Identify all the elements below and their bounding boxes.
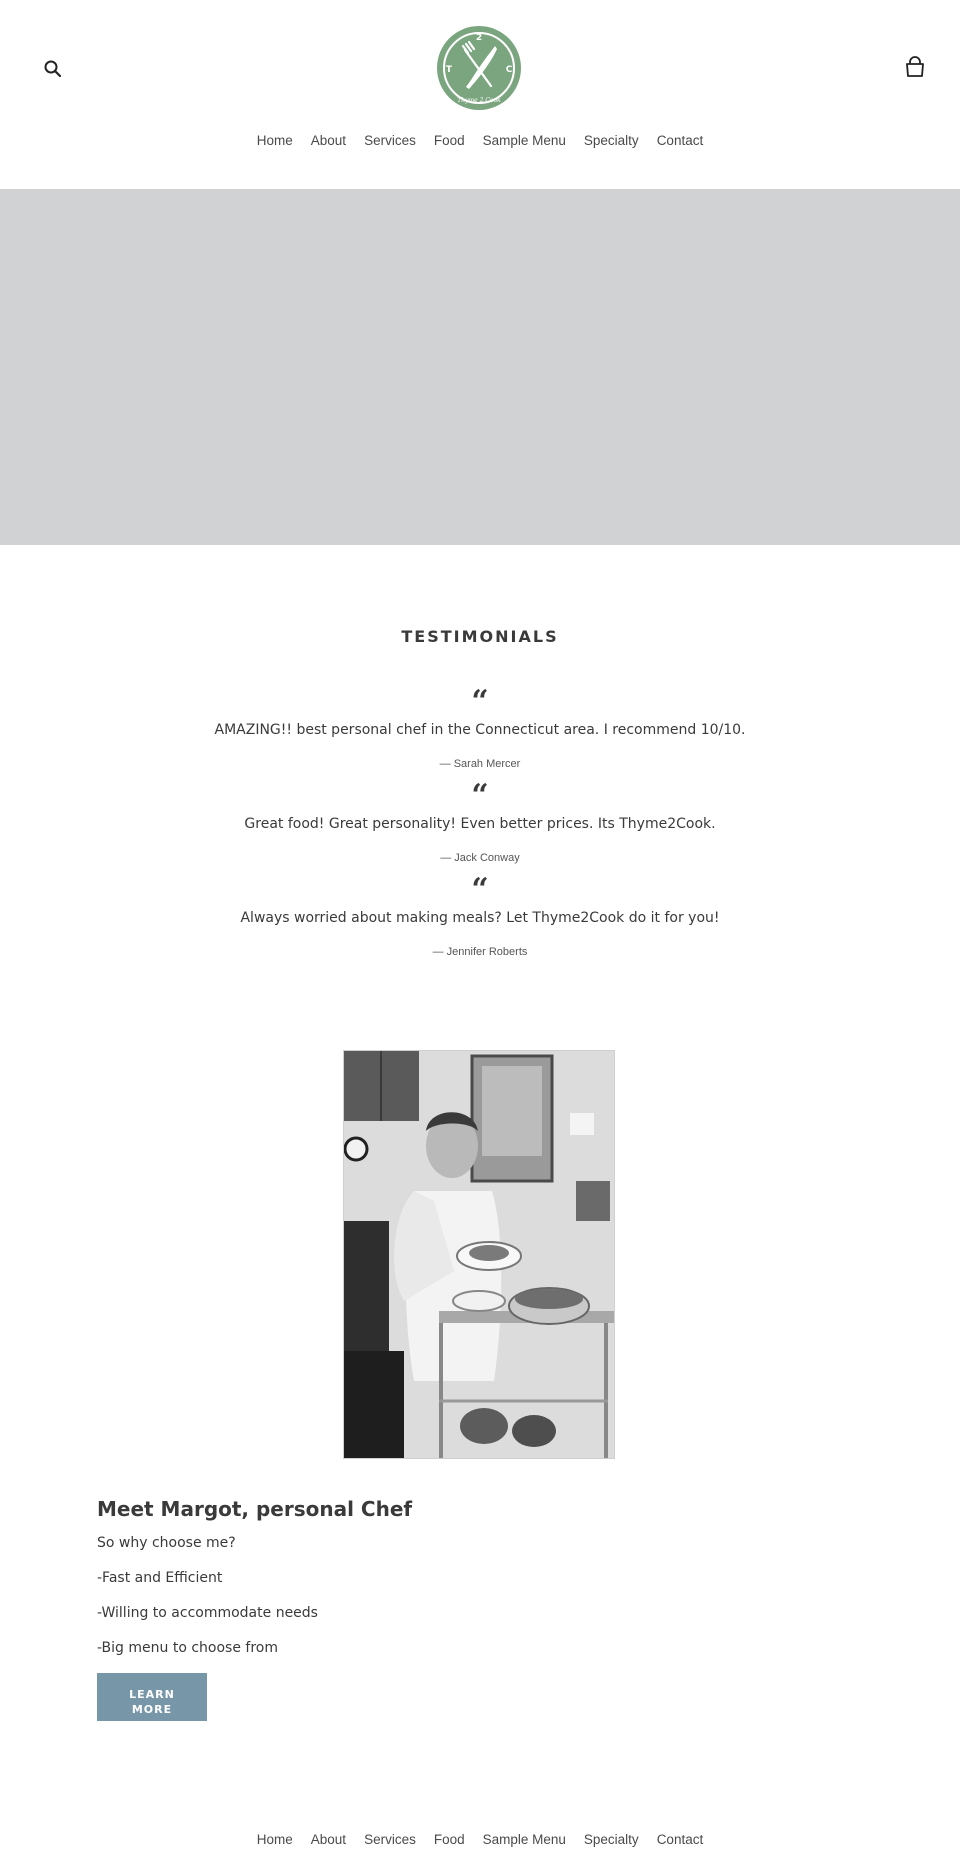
nav-item-contact[interactable]: Contact	[656, 133, 704, 148]
footer-nav-item-specialty[interactable]: Specialty	[583, 1832, 639, 1847]
testimonial-text: AMAZING!! best personal chef in the Connecticut area. I recommend 10/10.	[214, 722, 746, 738]
testimonial-author: — Jack Conway	[440, 852, 520, 864]
main-nav	[0, 131, 960, 151]
quote-icon: “	[471, 875, 489, 897]
about-intro: So why choose me?	[97, 1535, 236, 1551]
footer-nav-item-home[interactable]: Home	[256, 1832, 293, 1847]
footer-nav	[0, 1830, 960, 1850]
svg-text:2: 2	[475, 33, 483, 43]
learn-more-button[interactable]	[97, 1673, 207, 1721]
search-icon	[40, 56, 66, 82]
svg-text:T: T	[445, 65, 453, 75]
testimonial-item	[0, 781, 960, 865]
svg-text:C: C	[505, 65, 513, 75]
footer-nav-item-sample-menu[interactable]: Sample Menu	[482, 1832, 566, 1847]
learn-more-label: LEARN	[129, 1687, 175, 1701]
footer-nav-item-food[interactable]: Food	[433, 1832, 465, 1847]
testimonial-item	[0, 687, 960, 771]
learn-more-label: MORE	[131, 1702, 173, 1716]
quote-icon: “	[471, 687, 489, 709]
nav-item-services[interactable]: Services	[364, 133, 416, 148]
svg-text:Thyme 2 Cook: Thyme 2 Cook	[457, 97, 501, 104]
testimonial-text: Always worried about making meals? Let Thyme2Cook do it for you!	[240, 910, 720, 926]
footer-nav-item-services[interactable]: Services	[364, 1832, 416, 1847]
testimonial-text: Great food! Great personality! Even better prices. Its Thyme2Cook.	[244, 816, 716, 832]
site-header	[0, 0, 960, 189]
testimonial-author: — Sarah Mercer	[439, 758, 521, 770]
cart-icon	[902, 54, 928, 82]
about-point: -Fast and Efficient	[97, 1570, 223, 1586]
about-point: -Willing to accommodate needs	[97, 1605, 318, 1621]
search-button[interactable]	[40, 56, 66, 82]
nav-item-home[interactable]: Home	[256, 133, 293, 148]
nav-item-about[interactable]: About	[310, 133, 347, 148]
footer-nav-item-about[interactable]: About	[310, 1832, 347, 1847]
about-heading: Meet Margot, personal Chef	[97, 1497, 413, 1521]
chef-photo	[343, 1050, 615, 1459]
hero-banner	[0, 189, 960, 545]
nav-item-food[interactable]: Food	[433, 133, 465, 148]
nav-item-sample-menu[interactable]: Sample Menu	[482, 133, 566, 148]
nav-item-specialty[interactable]: Specialty	[583, 133, 639, 148]
cart-button[interactable]	[902, 54, 928, 82]
testimonial-author: — Jennifer Roberts	[432, 946, 528, 958]
footer-nav-item-contact[interactable]: Contact	[656, 1832, 704, 1847]
testimonials-heading: TESTIMONIALS	[401, 627, 559, 646]
about-point: -Big menu to choose from	[97, 1640, 278, 1656]
testimonial-item	[0, 875, 960, 959]
quote-icon: “	[471, 781, 489, 803]
site-logo[interactable]	[435, 24, 523, 112]
